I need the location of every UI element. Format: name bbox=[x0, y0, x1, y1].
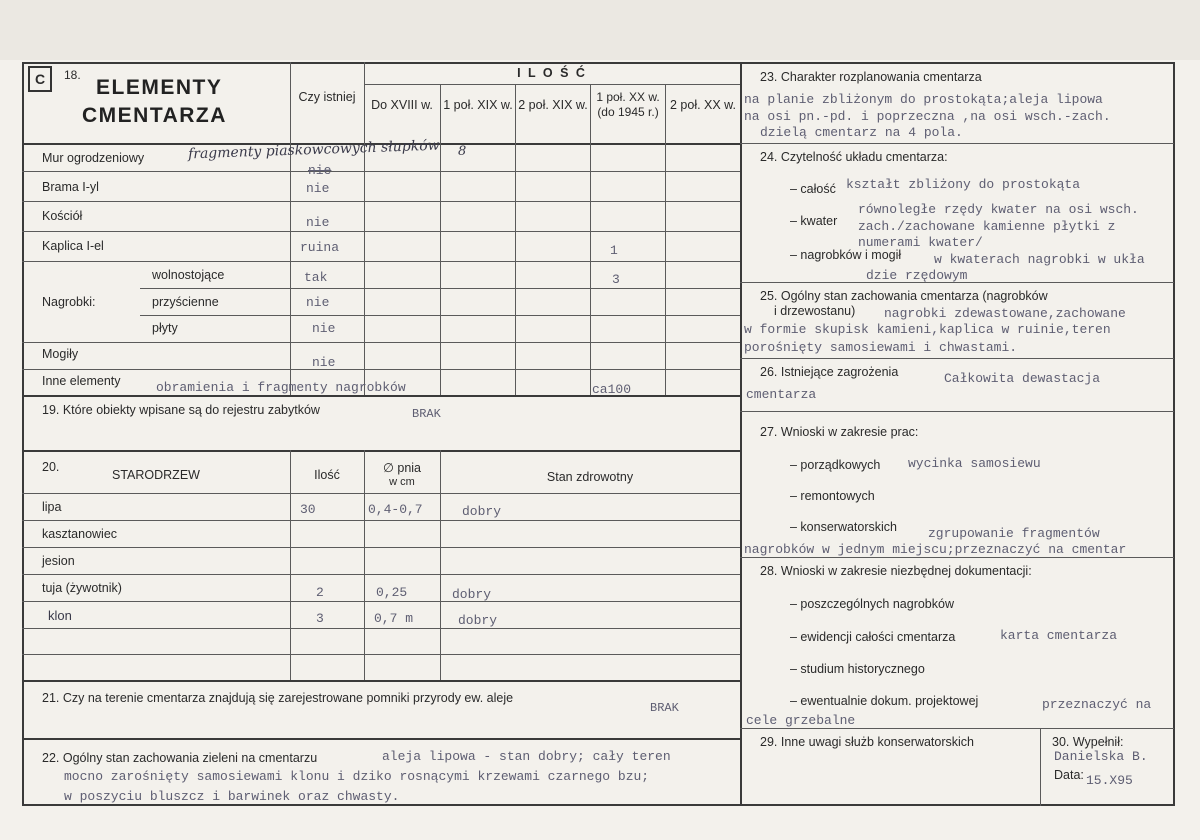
tree-diam: 0,25 bbox=[376, 585, 408, 600]
right-row-line bbox=[740, 358, 1174, 359]
q27-porzadkowych-value: wycinka samosiewu bbox=[908, 456, 1041, 471]
col-line-3 bbox=[515, 84, 516, 396]
tree-name: tuja (żywotnik) bbox=[42, 581, 122, 595]
row-line bbox=[22, 342, 740, 343]
q25-line-3: porośnięty samosiewami i chwastami. bbox=[744, 340, 1018, 355]
right-row-line bbox=[740, 411, 1174, 412]
q19-label: 19. Które obiekty wpisane są do rejestru zabytków bbox=[42, 403, 320, 417]
row-line bbox=[22, 201, 740, 202]
row-line bbox=[22, 369, 740, 370]
col-line-4 bbox=[590, 84, 591, 396]
tree-col-line bbox=[290, 450, 291, 680]
inne-label: Inne elementy bbox=[42, 374, 121, 388]
tree-name: jesion bbox=[42, 554, 75, 568]
right-row-line bbox=[740, 557, 1174, 558]
q28-ewidencji-label: – ewidencji całości cmentarza bbox=[790, 630, 956, 644]
paper-fold-strip bbox=[0, 0, 1200, 60]
q25-label-2: i drzewostanu) bbox=[774, 304, 856, 318]
tree-row-line bbox=[22, 547, 740, 548]
inne-value: obramienia i fragmenty nagrobków bbox=[156, 380, 406, 395]
q22-line-2: mocno zarośnięty samosiewami klonu i dziko rosnącymi krzewami czarnego bzu; bbox=[64, 769, 650, 784]
przyscienne-value: nie bbox=[306, 295, 330, 310]
right-row-line bbox=[740, 728, 1174, 729]
q21-label: 21. Czy na terenie cmentarza znajdują się zarejestrowane pomniki przyrody ew. aleje bbox=[42, 691, 514, 705]
row-line bbox=[22, 231, 740, 232]
trees-col-pnia-1: ∅ pnia bbox=[383, 461, 421, 475]
czy-istnieje-header: Czy istniej bbox=[298, 90, 356, 104]
q26-label: 26. Istniejące zagrożenia bbox=[760, 365, 899, 379]
tree-qty: 30 bbox=[300, 502, 316, 517]
q24-nagrobkow-line-2: dzie rzędowym bbox=[866, 268, 968, 283]
col-header-5: 2 poł. XX w. bbox=[669, 98, 736, 112]
q30-name: Danielska B. bbox=[1054, 749, 1148, 764]
q22-label: 22. Ogólny stan zachowania zieleni na cmentarzu bbox=[42, 751, 318, 765]
ilosc-header: I L O Ś Ć bbox=[517, 66, 587, 80]
q25-line-1: nagrobki zdewastowane,zachowane bbox=[884, 306, 1126, 321]
tree-header-line bbox=[22, 493, 740, 494]
q27-porzadkowych-label: – porządkowych bbox=[790, 458, 881, 472]
section-19-bottom bbox=[22, 450, 740, 452]
q29-q30-divider bbox=[1040, 728, 1041, 806]
q26-line-1: Całkowita dewastacja bbox=[944, 371, 1101, 386]
row-line bbox=[22, 171, 740, 172]
tree-qty: 3 bbox=[316, 611, 324, 626]
trees-col-stan: Stan zdrowotny bbox=[546, 470, 634, 484]
form-top-border bbox=[22, 62, 1174, 64]
q24-kwater-line-1: równoległe rzędy kwater na osi wsch. bbox=[858, 202, 1139, 217]
trees-col-pnia-2: w cm bbox=[389, 476, 415, 488]
tree-diam: 0,7 m bbox=[374, 611, 414, 626]
mogily-label: Mogiły bbox=[42, 347, 79, 361]
q27-konserwatorskich-line-1: zgrupowanie fragmentów bbox=[928, 526, 1100, 541]
brama-label: Brama I-yl bbox=[42, 180, 99, 194]
wolnostojace-value: tak bbox=[304, 270, 328, 285]
tree-state: dobry bbox=[452, 587, 492, 602]
kaplica-count: 1 bbox=[610, 243, 618, 258]
q23-line-3: dzielą cmentarz na 4 pola. bbox=[760, 125, 963, 140]
tree-diam: 0,4-0,7 bbox=[368, 502, 423, 517]
kaplica-label: Kaplica I-el bbox=[42, 239, 104, 253]
wolnostojace-count: 3 bbox=[612, 272, 620, 287]
tree-row-line bbox=[22, 574, 740, 575]
q25-label-1: 25. Ogólny stan zachowania cmentarza (nagrobków bbox=[760, 289, 1048, 303]
q23-line-1: na planie zbliżonym do prostokąta;aleja lipowa bbox=[744, 92, 1103, 107]
section-20-bottom bbox=[22, 680, 740, 682]
title-line-1: ELEMENTY bbox=[96, 76, 223, 99]
plyty-value: nie bbox=[312, 321, 336, 336]
plyty-label: płyty bbox=[152, 321, 178, 335]
trees-title: STARODRZEW bbox=[112, 468, 200, 482]
nagrobki-label: Nagrobki: bbox=[42, 295, 96, 309]
form-bottom-border bbox=[22, 804, 1174, 806]
tree-row-line bbox=[22, 654, 740, 655]
q25-line-2: w formie skupisk kamieni,kaplica w ruinie,teren bbox=[744, 322, 1111, 337]
col-line-5 bbox=[665, 84, 666, 396]
q21-answer: BRAK bbox=[650, 701, 679, 715]
trees-number: 20. bbox=[42, 460, 60, 474]
form-left-border bbox=[22, 62, 24, 806]
q23-label: 23. Charakter rozplanowania cmentarza bbox=[760, 70, 982, 84]
przyscienne-label: przyścienne bbox=[152, 295, 219, 309]
q27-konserwatorskich-line-2: nagrobków w jednym miejscu;przeznaczyć na cmentar bbox=[744, 542, 1127, 557]
kosciol-value: nie bbox=[306, 215, 330, 230]
mogily-value: nie bbox=[312, 355, 336, 370]
q30-date: 15.X95 bbox=[1086, 773, 1133, 788]
q27-konserwatorskich-label: – konserwatorskich bbox=[790, 520, 897, 534]
wolnostojace-label: wolnostojące bbox=[152, 268, 225, 282]
q28-label: 28. Wnioski w zakresie niezbędnej dokumentacji: bbox=[760, 564, 1032, 578]
ilosc-underline bbox=[364, 84, 740, 85]
q27-remontowych-label: – remontowych bbox=[790, 489, 875, 503]
row-line bbox=[140, 288, 740, 289]
center-divider bbox=[740, 62, 742, 806]
tree-qty: 2 bbox=[316, 585, 324, 600]
mur-count: 8 bbox=[458, 144, 467, 159]
tree-row-line bbox=[22, 601, 740, 602]
q19-answer: BRAK bbox=[412, 407, 441, 421]
tree-row-line bbox=[22, 520, 740, 521]
row-line bbox=[22, 261, 740, 262]
q30-label: 30. Wypełnił: bbox=[1052, 735, 1124, 749]
section-18-bottom bbox=[22, 395, 740, 397]
form-right-border bbox=[1173, 62, 1175, 806]
q28-ewentualnie-label: – ewentualnie dokum. projektowej bbox=[790, 694, 979, 708]
q24-label: 24. Czytelność układu cmentarza: bbox=[760, 150, 948, 164]
right-row-line bbox=[740, 143, 1174, 144]
q24-nagrobkow-label: – nagrobków i mogił bbox=[790, 248, 902, 262]
q26-line-2: cmentarza bbox=[746, 387, 817, 402]
q24-nagrobkow-line-1: w kwaterach nagrobki w ukła bbox=[934, 252, 1145, 267]
q28-ewidencji-value: karta cmentarza bbox=[1000, 628, 1118, 643]
q24-kwater-line-3: numerami kwater/ bbox=[858, 235, 983, 250]
tree-name: kasztanowiec bbox=[42, 527, 118, 541]
section-21-bottom bbox=[22, 738, 740, 740]
q24-calosc-value: kształt zbliżony do prostokąta bbox=[846, 177, 1081, 192]
tree-col-line bbox=[440, 450, 441, 680]
col-line-1 bbox=[364, 62, 365, 396]
tree-row-line bbox=[22, 628, 740, 629]
q23-line-2: na osi pn.-pd. i poprzeczna ,na osi wsch.-zach. bbox=[744, 109, 1111, 124]
tree-state: dobry bbox=[462, 504, 502, 519]
mur-value: fragmenty piaskowcowych słupków bbox=[187, 137, 440, 163]
q30-date-label: Data: bbox=[1054, 768, 1084, 782]
trees-col-ilosc: Ilość bbox=[314, 468, 340, 482]
q28-ewentualnie-line-2: cele grzebalne bbox=[746, 713, 856, 728]
col-header-2: 1 poł. XIX w. bbox=[443, 98, 513, 112]
col-header-1: Do XVIII w. bbox=[371, 98, 433, 112]
tree-name: klon bbox=[48, 608, 72, 623]
inne-count: ca100 bbox=[592, 382, 632, 397]
tree-name: lipa bbox=[42, 500, 62, 514]
q24-calosc-label: – całość bbox=[790, 182, 836, 196]
row-line bbox=[140, 315, 740, 316]
q29-label: 29. Inne uwagi służb konserwatorskich bbox=[760, 735, 975, 749]
brama-struck-value: nie bbox=[308, 163, 332, 178]
kaplica-value: ruina bbox=[300, 240, 340, 255]
tree-state: dobry bbox=[458, 613, 498, 628]
q22-line-1: aleja lipowa - stan dobry; cały teren bbox=[382, 749, 671, 764]
col-line-2 bbox=[440, 84, 441, 396]
mur-label: Mur ogrodzeniowy bbox=[42, 151, 145, 165]
q28-ewentualnie-line-1: przeznaczyć na bbox=[1042, 697, 1152, 712]
q28-poszczegolnych-label: – poszczególnych nagrobków bbox=[790, 597, 954, 611]
brama-value: nie bbox=[306, 181, 330, 196]
q24-kwater-label: – kwater bbox=[790, 214, 838, 228]
q22-line-3: w poszyciu bluszcz i barwinek oraz chwasty. bbox=[64, 789, 400, 804]
col-header-4: 1 poł. XX w. (do 1945 r.) bbox=[596, 90, 660, 119]
col-line-czy bbox=[290, 62, 291, 396]
section-letter-box: C bbox=[28, 66, 52, 92]
q27-label: 27. Wnioski w zakresie prac: bbox=[760, 425, 919, 439]
title-line-2: CMENTARZA bbox=[82, 104, 227, 127]
q28-studium-label: – studium historycznego bbox=[790, 662, 925, 676]
q24-kwater-line-2: zach./zachowane kamienne płytki z bbox=[858, 219, 1116, 234]
col-header-3: 2 poł. XIX w. bbox=[518, 98, 588, 112]
kosciol-label: Kościół bbox=[42, 209, 83, 223]
section-number: 18. bbox=[64, 68, 81, 82]
